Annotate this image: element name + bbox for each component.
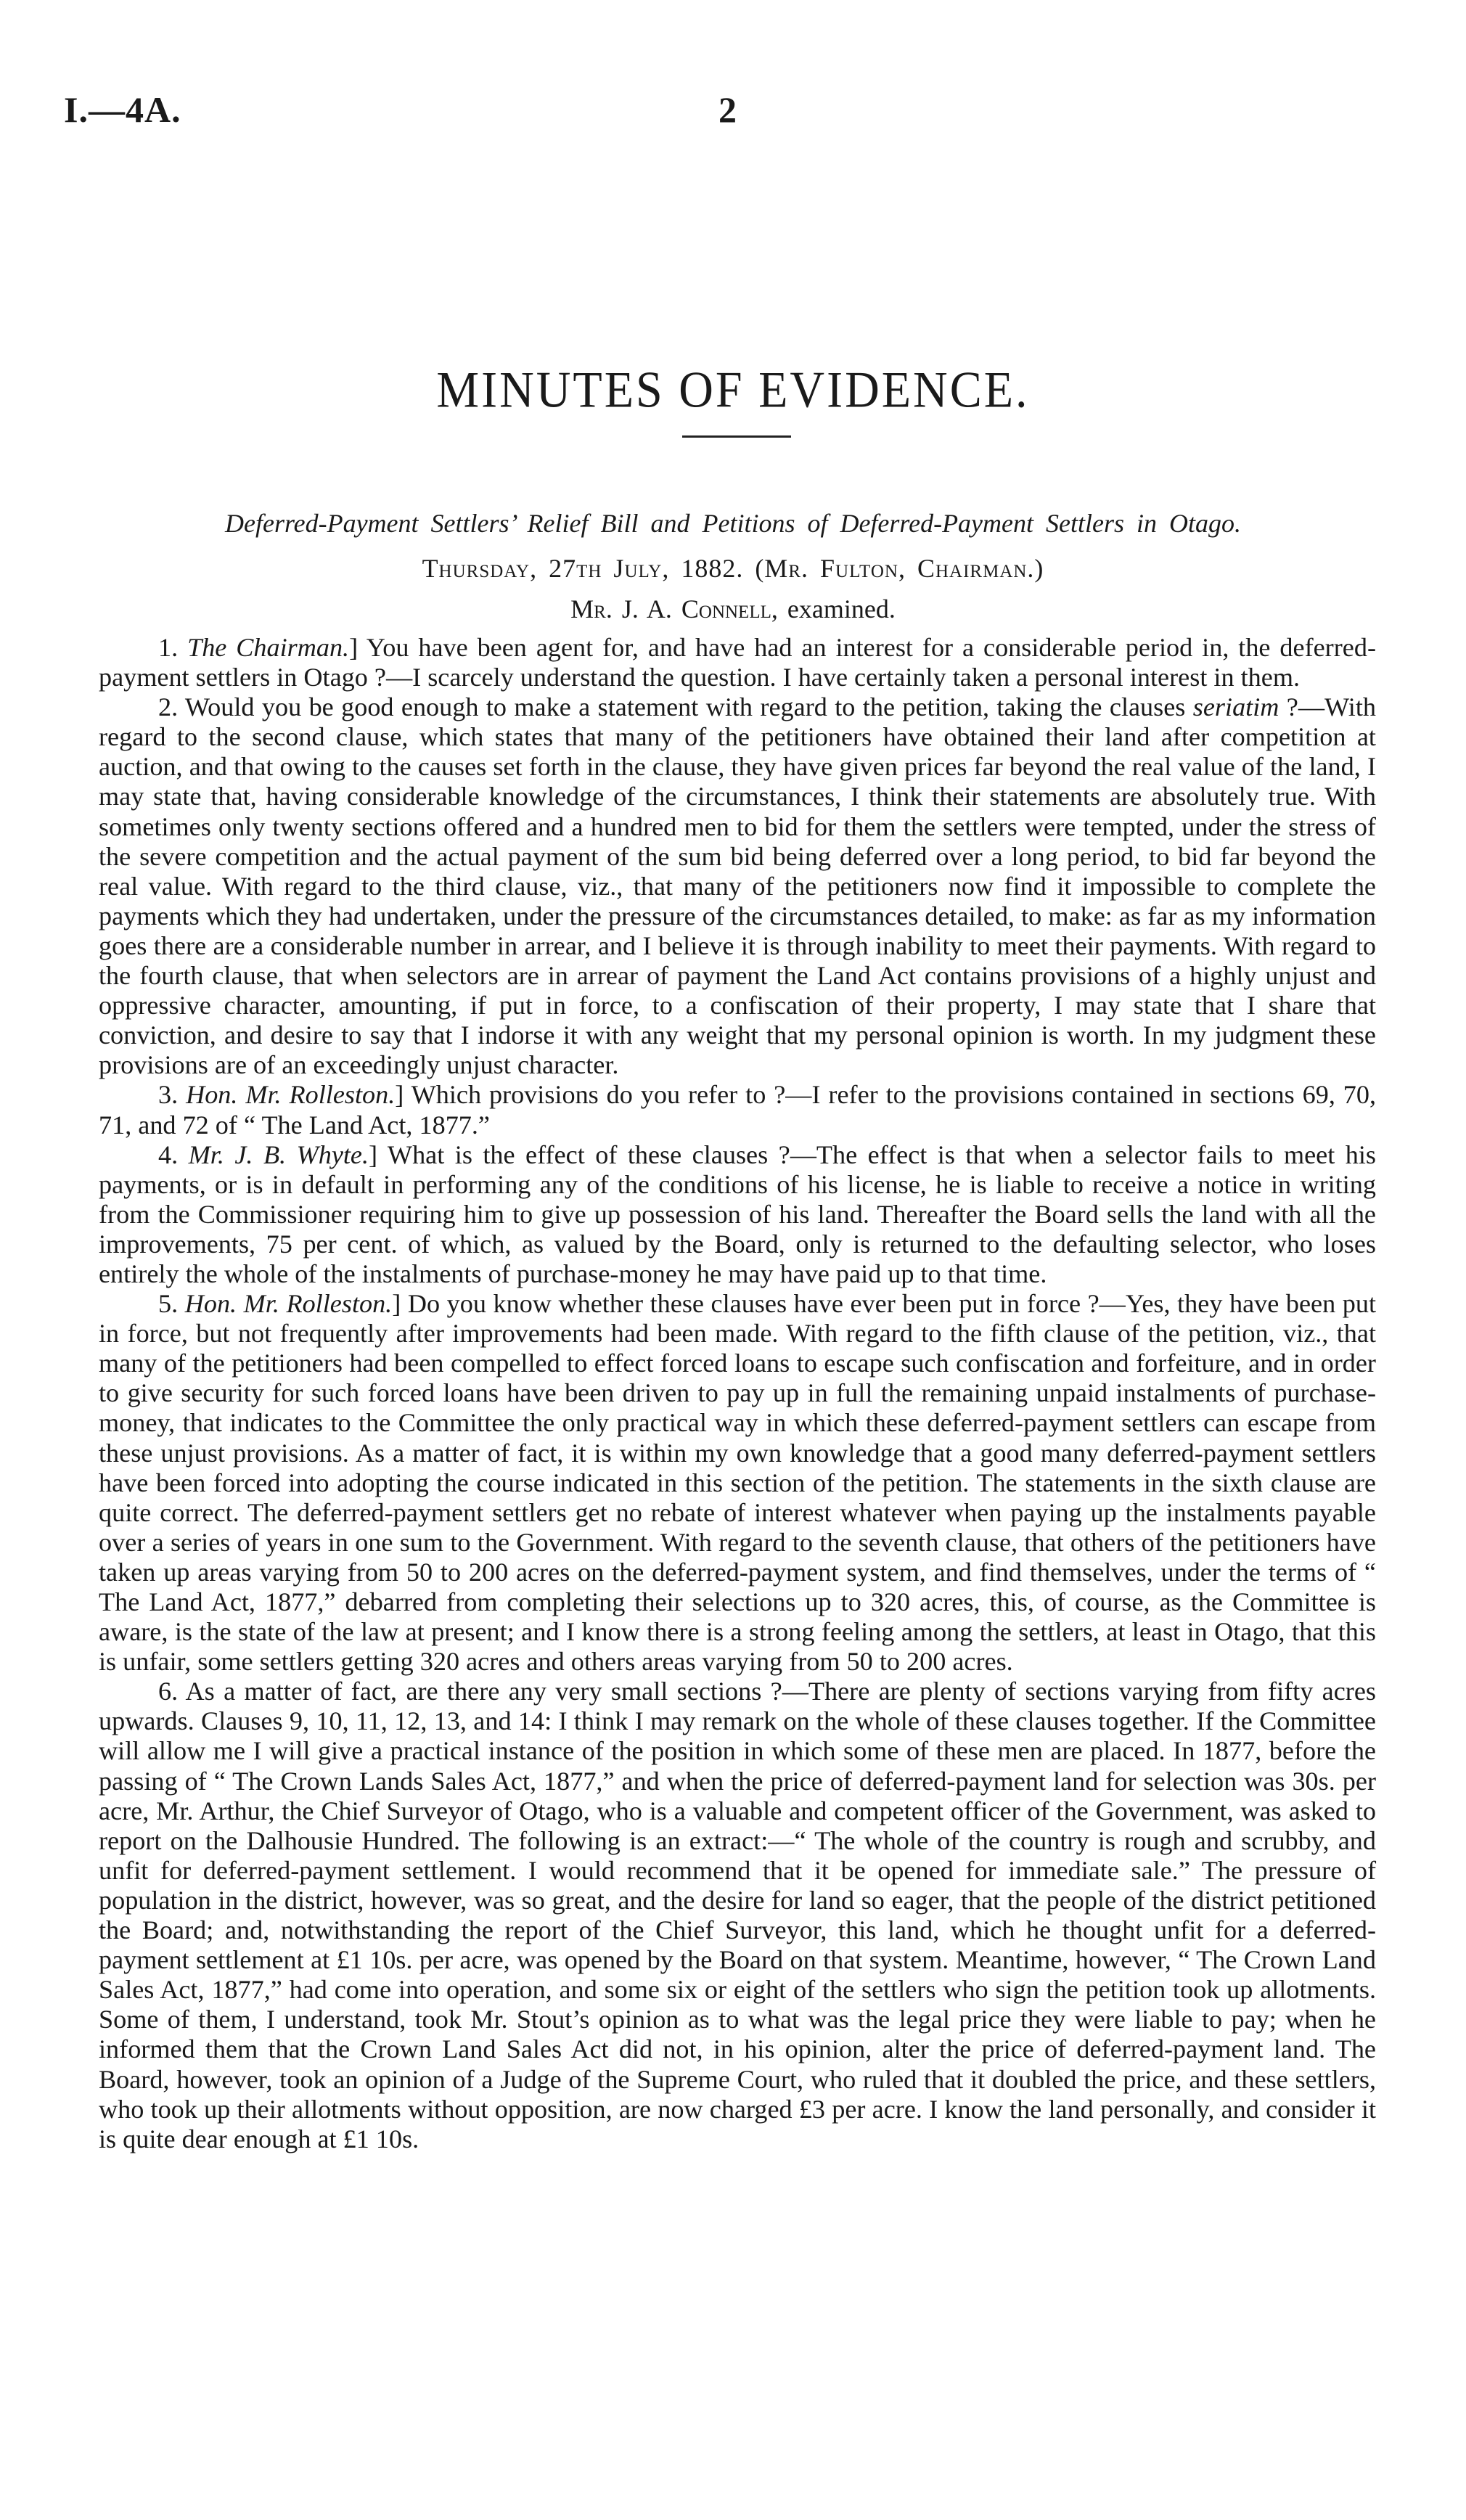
question-number: 1. (158, 633, 179, 662)
question-number: 2. (158, 692, 179, 722)
question-speaker: Hon. Mr. Rolleston. (186, 1080, 396, 1110)
question-paragraph (99, 1289, 1376, 1677)
document-reference: I.—4A. (64, 89, 181, 130)
page-title: MINUTES OF EVIDENCE. (436, 361, 1030, 419)
title-rule-divider (682, 435, 791, 438)
question-text: ] You have been agent for, and have had an interest for a considerable period in, the deferred-payment settlers in Otago ?—I scarcely understand the question. I have certainly taken a personal interest in them. (99, 633, 1376, 692)
question-text-continued: ?—With regard to the second clause, which states that many of the petitioners have obtained their land after competition at auction, and that owing to the causes set forth in the clause, they have given prices far beyond the real value of the land, I may state that, having considerable knowledge of the circumstances, I think their statements are absolutely true. With sometimes only twenty sections offered and a hundred men to bid for them the settlers were tempted, under the stress of the severe competition and the actual payment of the sum bid being deferred over a long period, to bid far beyond the real value. With regard to the third clause, viz., that many of the petitioners now find it impossible to complete the payments which they had undertaken, under the pressure of the circumstances detailed, to make: as far as my information goes there are a considerable number in arrear, and I believe it is through inability to meet their payments. With regard to the fourth clause, that when selectors are in arrear of payment the Land Act contains provisions of a highly unjust and oppressive character, amounting, if put in force, to a confiscation of their property, I may state that I share that conviction, and desire to say that I indorse it with any weight that my personal opinion is worth. In my judgment these provisions are of an exceedingly unjust character. (99, 692, 1376, 1080)
question-number: 3. (158, 1080, 179, 1110)
question-text: ] What is the effect of these clauses ?—The effect is that when a selector fails to meet his payments, or is in default in performing any of the conditions of his license, he is liable to receive a notice in writing from the Commissioner requiring him to give up possession of his land. Thereafter the Board sells the land with all the improvements, 75 per cent. of which, as valued by the Board, only is returned to the defaulting selector, who loses entirely the whole of the instalments of purchase-money he may have paid up to that time. (99, 1140, 1376, 1288)
question-paragraph (99, 1677, 1376, 2154)
question-paragraph (99, 1140, 1376, 1289)
question-number: 5. (158, 1289, 179, 1319)
evidence-body (99, 633, 1376, 2154)
question-text: Would you be good enough to make a statement with regard to the petition, taking the clauses (184, 692, 1193, 722)
subject-heading: Deferred-Payment Settlers’ Relief Bill and Petitions of Deferred-Payment Settlers in Otago. (224, 509, 1241, 538)
question-speaker: Hon. Mr. Rolleston. (184, 1289, 393, 1319)
question-paragraph (99, 692, 1376, 1080)
question-paragraph (99, 633, 1376, 692)
question-number: 4. (158, 1140, 179, 1169)
question-paragraph (99, 1080, 1376, 1140)
witness-name: Mr. J. A. Connell (570, 594, 771, 623)
question-text: ] Do you know whether these clauses have ever been put in force ?—Yes, they have been put in force, but not frequently after improvements had been made. With regard to the fifth clause of the petition, viz., that many of the petitioners had been compelled to effect forced loans to escape such confiscation and forfeiture, and in order to give security for such forced loans have been driven to pay up in full the remaining unpaid instalments of purchase-money, that indicates to the Committee the only practical way in which these deferred-payment settlers can escape from these unjust provisions. As a matter of fact, it is within my own knowledge that a good many deferred-payment settlers have been forced into adopting the course indicated in this section of the petition. The statements in the sixth clause are quite correct. The deferred-payment settlers get no rebate of interest whatever when paying up the instalments payable over a series of years in one sum to the Government. With regard to the seventh clause, that others of the petitioners have taken up areas varying from 50 to 200 acres on the deferred-payment system, and find themselves, under the terms of “ The Land Act, 1877,” debarred from completing their selections up to 320 acres, this, of course, as the Committee is aware, is the state of the law at present; and I know there is a strong feeling among the settlers, at least in Otago, that this is unfair, some settlers getting 320 acres and others areas varying from 50 to 200 acres. (99, 1289, 1377, 1677)
question-number: 6. (158, 1677, 179, 1706)
question-text: ] Which provisions do you refer to ?—I refer to the provisions contained in sections 69, 70, 71, and 72 of “ The Land Act, 1877.” (99, 1080, 1377, 1140)
witness-line (0, 594, 1466, 624)
witness-suffix: , examined. (771, 594, 896, 623)
question-text: As a matter of fact, are there any very small sections ?—There are plenty of sections varying from fifty acres upwards. Clauses 9, 10, 11, 12, 13, and 14: I think I may remark on the whole of these clauses together. If the Committee will allow me I will give a practical instance of the position in which some of these men are placed. In 1877, before the passing of “ The Crown Lands Sales Act, 1877,” and when the price of deferred-payment land for selection was 30s. per acre, Mr. Arthur, the Chief Surveyor of Otago, who is a valuable and competent officer of the Government, was asked to report on the Dalhousie Hundred. The following is an extract:—“ The whole of the country is rough and scrubby, and unfit for deferred-payment settlement. I would recommend that it be opened for immediate sale.” The pressure of population in the district, however, was so great, and the desire for land so eager, that the people of the district petitioned the Board; and, notwithstanding the report of the Chief Surveyor, this land, which he thought unfit for a deferred-payment settlement at £1 10s. per acre, was opened by the Board on that system. Meantime, however, “ The Crown Land Sales Act, 1877,” had come into operation, and some six or eight of the settlers who sign the petition took up allotments. Some of them, I understand, took Mr. Stout’s opinion as to what was the legal price they were liable to pay; when he informed them that the Crown Land Sales Act did not, in his opinion, alter the price of deferred-payment land. The Board, however, took an opinion of a Judge of the Supreme Court, who ruled that it doubled the price, and these settlers, who took up their allotments without opposition, are now charged £3 per acre. I know the land personally, and consider it is quite dear enough at £1 10s. (99, 1677, 1376, 2153)
session-line: Thursday, 27th July, 1882. (Mr. Fulton, Chairman.) (422, 554, 1044, 583)
page-number: 2 (718, 89, 737, 130)
question-speaker: Mr. J. B. Whyte. (188, 1140, 369, 1169)
question-speaker: The Chairman. (187, 633, 350, 662)
question-emphasis: seriatim (1192, 692, 1279, 722)
